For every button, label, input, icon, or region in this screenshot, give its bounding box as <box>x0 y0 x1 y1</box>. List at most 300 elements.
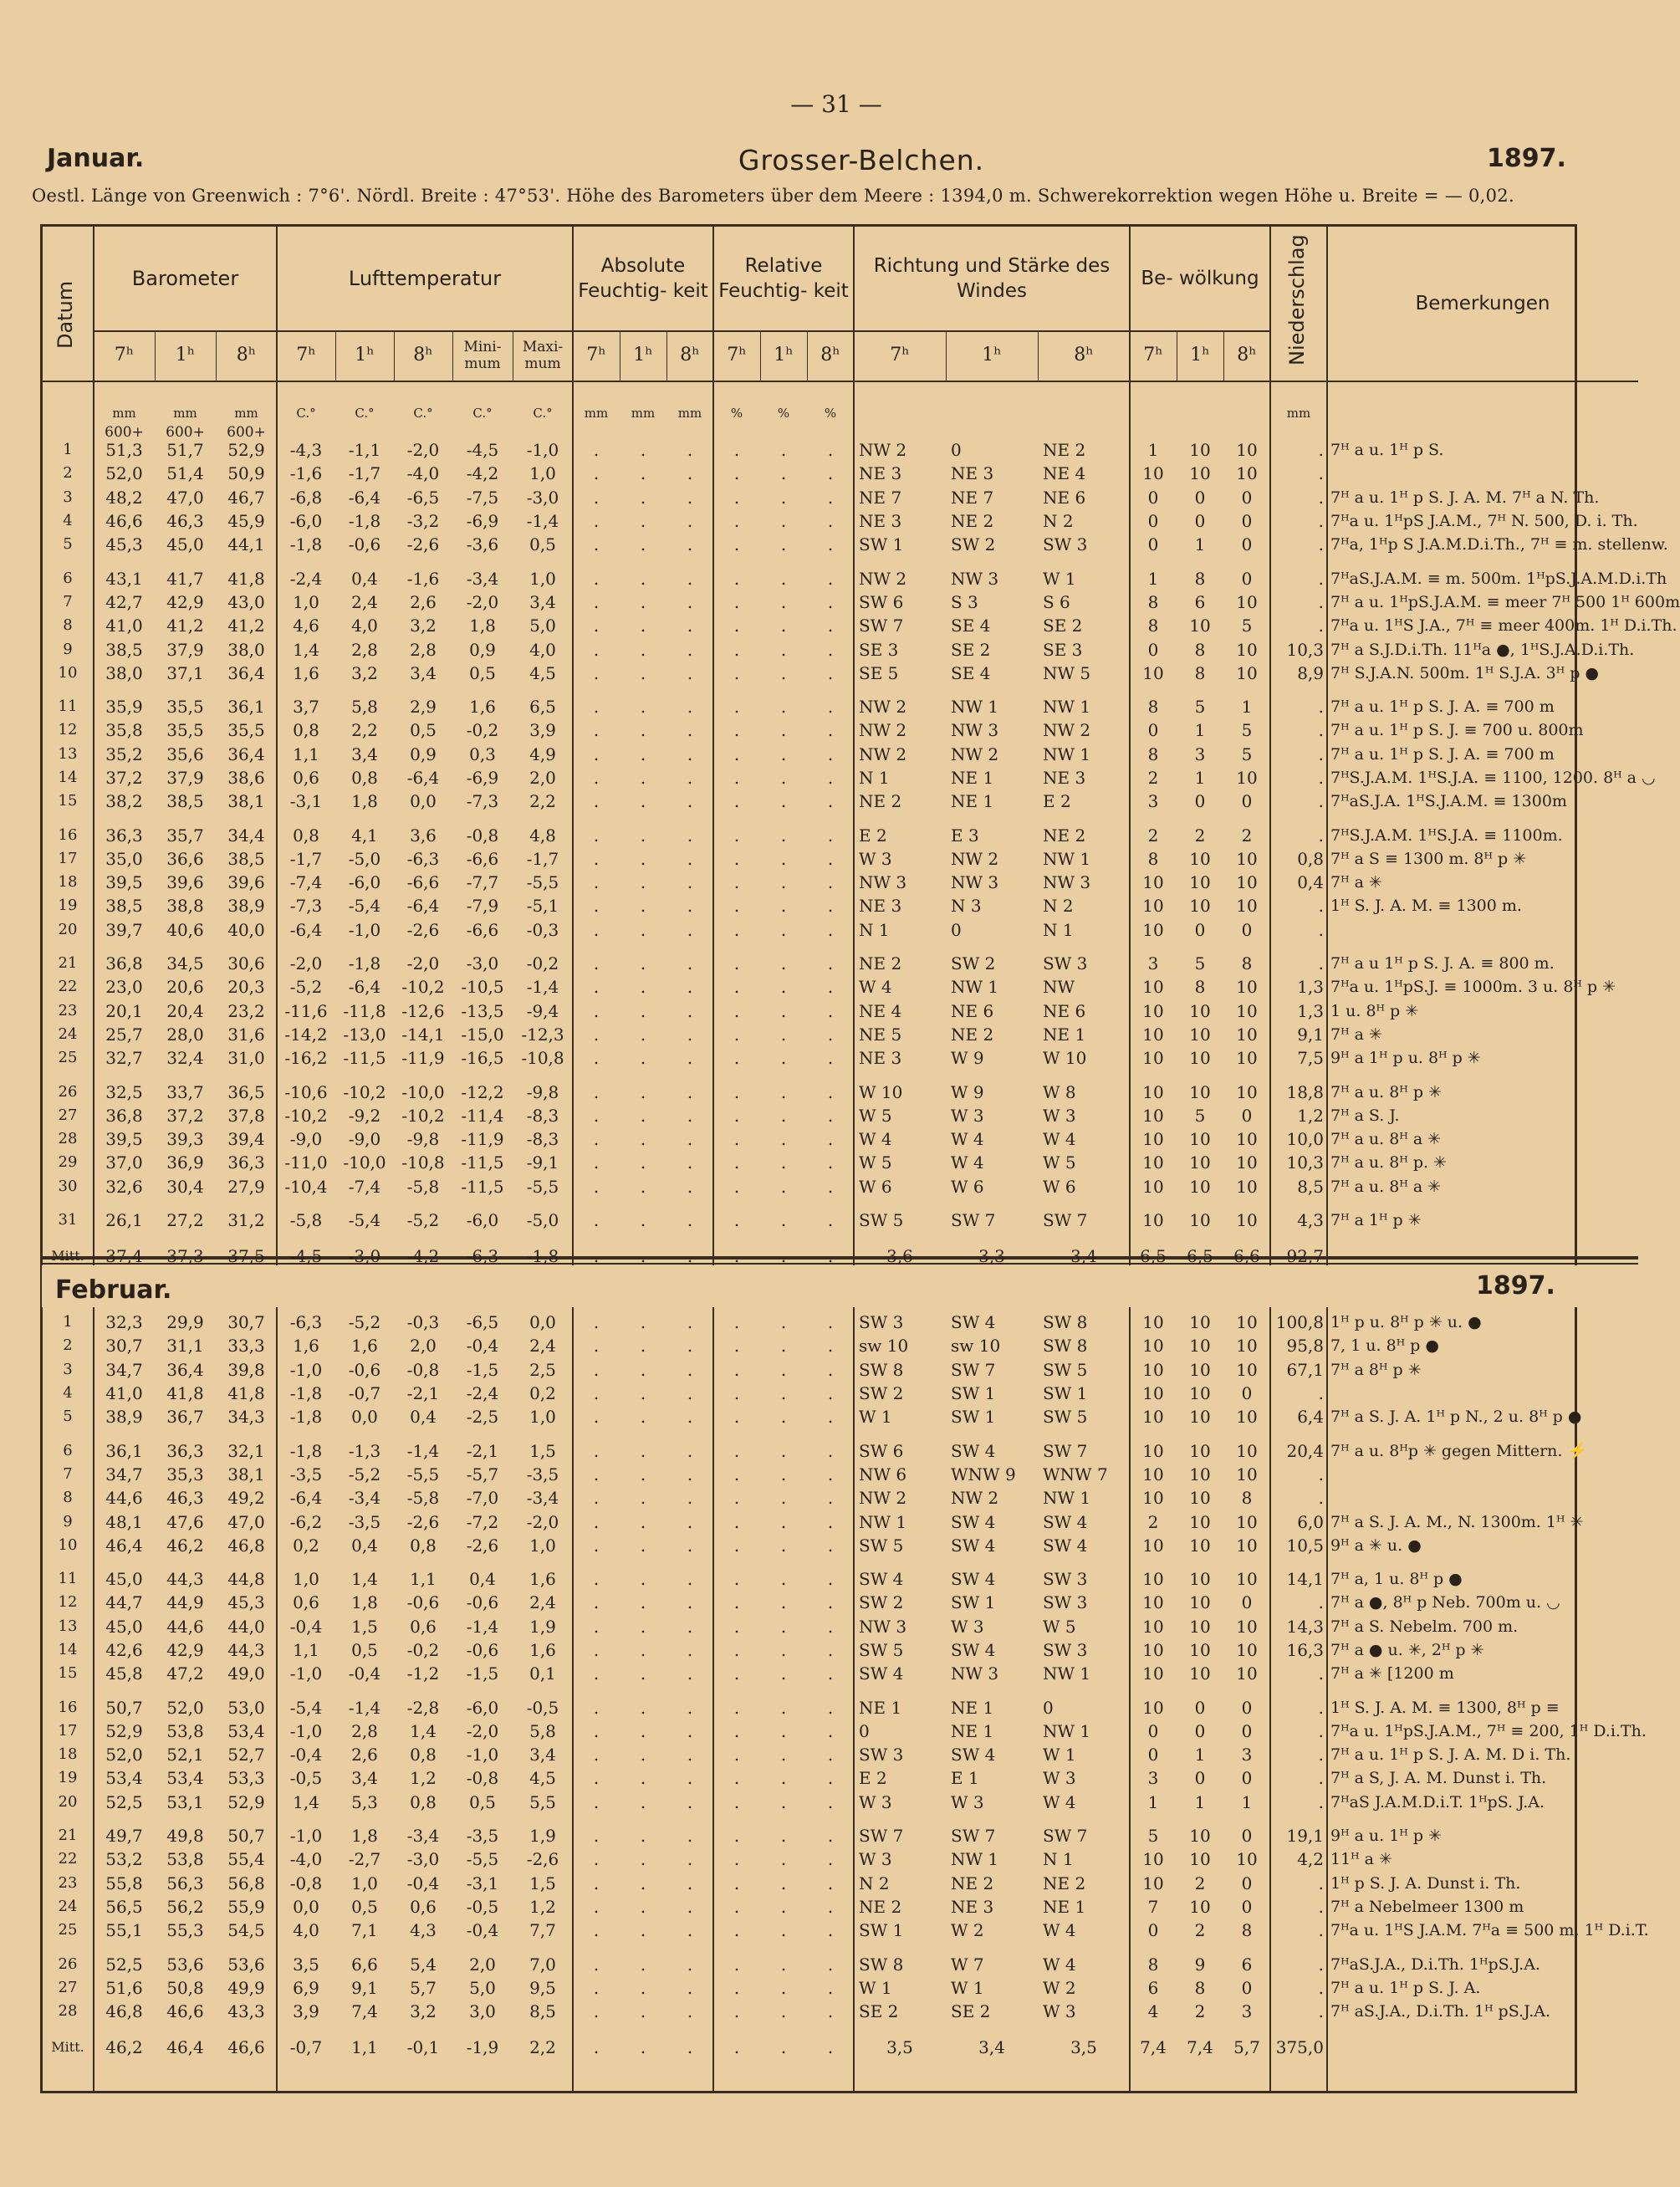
cell-16: SW 4 <box>951 1440 996 1461</box>
cell-5: -1,4 <box>348 1697 381 1718</box>
cell-8: -9,1 <box>526 1152 559 1173</box>
cell-14: . <box>827 1791 834 1812</box>
cell-1: 48,2 <box>105 487 143 508</box>
cell-22: 7ᴴa u. 1ᴴpS.J.A.M., 7ᴴ ≡ 200, 1ᴴ D.i.Th. <box>1330 1721 1647 1740</box>
cell-1: 46,6 <box>105 511 143 532</box>
cell-8: 4,0 <box>529 639 556 660</box>
cell-3: 53,6 <box>227 1954 265 1975</box>
cell-20: 3 <box>1241 2001 1253 2022</box>
mean-cell-22 <box>1327 2023 1638 2072</box>
cell-13: . <box>780 1592 787 1613</box>
mean-row <box>42 1232 1638 1280</box>
cell-22: 9ᴴ a u. 1ᴴ p ✳ <box>1330 1827 1442 1846</box>
cell-0: 12 <box>58 721 78 739</box>
cell-9: . <box>593 872 600 893</box>
cell-21: 1,2 <box>1297 1105 1324 1126</box>
cell-8: 5,5 <box>529 1791 556 1812</box>
cell-11: . <box>687 825 693 846</box>
cell-19: 0 <box>1194 791 1206 812</box>
cell-13: . <box>780 1024 787 1045</box>
cell-8: -2,6 <box>526 1849 559 1870</box>
cell-19: 10 <box>1189 1488 1211 1509</box>
header-sub-10: 1ʰ <box>633 345 653 365</box>
cell-16: NW 2 <box>951 743 999 764</box>
cell-15: SW 7 <box>859 616 904 636</box>
table-row <box>42 1662 1638 1685</box>
cell-0: 1 <box>63 1313 73 1331</box>
cell-16: SW 1 <box>951 1592 996 1613</box>
cell-20: 10 <box>1236 1535 1258 1556</box>
cell-5: 4,0 <box>351 616 378 636</box>
cell-14: . <box>827 1464 834 1484</box>
cell-22: 7ᴴ a S. Nebelm. 700 m. <box>1330 1617 1519 1636</box>
mean-cell-19: 6,5 <box>1187 1246 1213 1267</box>
cell-20: 10 <box>1236 1176 1258 1197</box>
cell-22 <box>1327 1486 1638 1510</box>
cell-1: 45,0 <box>105 1616 143 1637</box>
gap-cell <box>42 1814 1638 1824</box>
cell-22: 7ᴴ a u 1ᴴ p S. J. A. ≡ 800 m. <box>1330 954 1555 973</box>
cell-21: 10,3 <box>1286 1152 1324 1173</box>
cell-11: . <box>687 616 693 636</box>
cell-1: 35,9 <box>105 697 143 718</box>
cell-8: -8,3 <box>526 1105 559 1126</box>
cell-0: 14 <box>58 769 78 786</box>
cell-20: 0 <box>1241 1383 1253 1404</box>
cell-7: -0,6 <box>466 1592 499 1613</box>
cell-20: 1 <box>1241 1791 1253 1812</box>
cell-19: 10 <box>1189 1336 1211 1357</box>
cell-19: 10 <box>1189 1407 1211 1428</box>
cell-4: -1,0 <box>289 1663 323 1684</box>
cell-3: 55,4 <box>227 1849 265 1870</box>
cell-5: -1,8 <box>348 953 381 974</box>
cell-0: 8 <box>63 1489 73 1507</box>
cell-6: -5,5 <box>406 1464 440 1484</box>
cell-5: 4,1 <box>351 825 378 846</box>
cell-19: 10 <box>1189 1359 1211 1380</box>
cell-18: 8 <box>1147 591 1159 612</box>
cell-14: . <box>827 1920 834 1941</box>
table-row <box>42 614 1638 637</box>
cell-22: 7ᴴ a S.J.D.i.Th. 11ᴴa ●, 1ᴴS.J.A.D.i.Th. <box>1330 640 1635 659</box>
cell-6: -2,6 <box>406 534 440 555</box>
cell-14: . <box>827 1616 834 1637</box>
cell-22: 7ᴴ a u. 8ᴴ a ✳ <box>1330 1177 1442 1196</box>
cell-7: -1,4 <box>466 1616 499 1637</box>
cell-19: 10 <box>1189 1081 1211 1102</box>
unit-label: mm <box>1286 406 1311 421</box>
cell-5: 1,4 <box>351 1569 378 1590</box>
cell-2: 35,6 <box>166 743 204 764</box>
cell-21: 10,3 <box>1286 639 1324 660</box>
cell-13: . <box>780 697 787 718</box>
cell-16: NW 3 <box>951 720 999 741</box>
header-sub-11: 8ʰ <box>680 345 700 365</box>
cell-19: 10 <box>1189 1640 1211 1660</box>
cell-8: -1,0 <box>526 440 559 461</box>
cell-5: -5,2 <box>348 1464 381 1484</box>
cell-16: W 3 <box>951 1791 984 1812</box>
cell-17: SW 3 <box>1043 534 1088 555</box>
cell-7: -6,9 <box>466 511 499 532</box>
cell-20: 10 <box>1236 1640 1258 1660</box>
cell-7: -4,5 <box>466 440 499 461</box>
cell-17: W 4 <box>1043 1920 1076 1941</box>
cell-9: . <box>593 1081 600 1102</box>
cell-4: -10,4 <box>284 1176 328 1197</box>
cell-1: 55,1 <box>105 1920 143 1941</box>
cell-19: 10 <box>1189 1511 1211 1532</box>
cell-14: . <box>827 1105 834 1126</box>
cell-22: 7ᴴaS J.A.M.D.i.T. 1ᴴpS. J.A. <box>1330 1792 1545 1811</box>
cell-11: . <box>687 919 693 940</box>
cell-2: 36,9 <box>166 1152 204 1173</box>
cell-12: . <box>733 1129 740 1150</box>
cell-21: . <box>1318 1954 1324 1975</box>
cell-21: . <box>1318 1697 1324 1718</box>
cell-2: 35,5 <box>166 697 204 718</box>
cell-18: 10 <box>1142 1569 1164 1590</box>
cell-10: . <box>640 534 646 555</box>
table-row <box>42 1486 1638 1510</box>
cell-15: E 2 <box>859 1768 887 1789</box>
cell-18: 0 <box>1147 1720 1159 1741</box>
cell-14: . <box>827 511 834 532</box>
cell-13: . <box>780 977 787 998</box>
cell-5: 1,5 <box>351 1616 378 1637</box>
cell-2: 33,7 <box>166 1081 204 1102</box>
cell-2: 36,3 <box>166 1440 204 1461</box>
cell-2: 40,6 <box>166 919 204 940</box>
cell-14: . <box>827 1024 834 1045</box>
cell-7: -6,5 <box>466 1312 499 1333</box>
cell-19: 3 <box>1194 743 1206 764</box>
cell-9: . <box>593 639 600 660</box>
cell-7: 0,5 <box>469 662 496 683</box>
cell-12: . <box>733 848 740 869</box>
cell-16: NW 3 <box>951 1663 999 1684</box>
cell-21: . <box>1318 440 1324 461</box>
gap-cell <box>42 1942 1638 1952</box>
cell-4: -5,2 <box>289 977 323 998</box>
cell-22: 7ᴴaS.J.A. 1ᴴS.J.A.M. ≡ 1300m <box>1330 792 1567 811</box>
cell-11: . <box>687 440 693 461</box>
cell-19: 0 <box>1194 511 1206 532</box>
cell-2: 39,6 <box>166 872 204 893</box>
cell-6: -6,4 <box>406 768 440 788</box>
cell-8: 8,5 <box>529 2001 556 2022</box>
cell-5: 6,6 <box>351 1954 378 1975</box>
cell-12: . <box>733 1024 740 1045</box>
cell-21: 10,5 <box>1286 1535 1324 1556</box>
cell-11: . <box>687 1129 693 1150</box>
cell-4: -6,4 <box>289 1488 323 1509</box>
row-gap <box>42 556 1638 566</box>
cell-20: 10 <box>1236 1048 1258 1069</box>
cell-11: . <box>687 1849 693 1870</box>
cell-8: 0,5 <box>529 534 556 555</box>
cell-17: NW 5 <box>1043 662 1091 683</box>
cell-14: . <box>827 919 834 940</box>
cell-13: . <box>780 1488 787 1509</box>
cell-20: 10 <box>1236 1152 1258 1173</box>
cell-9: . <box>593 1954 600 1975</box>
cell-11: . <box>687 1407 693 1428</box>
cell-9: . <box>593 1176 600 1197</box>
cell-14: . <box>827 1488 834 1509</box>
cell-3: 50,9 <box>227 463 265 484</box>
cell-10: . <box>640 768 646 788</box>
cell-5: -11,8 <box>343 1000 386 1021</box>
cell-11: . <box>687 977 693 998</box>
cell-14: . <box>827 720 834 741</box>
cell-7: -7,9 <box>466 896 499 917</box>
cell-7: -2,0 <box>466 1720 499 1741</box>
cell-9: . <box>593 616 600 636</box>
cell-5: -5,4 <box>348 1210 381 1231</box>
cell-0: 28 <box>58 1130 78 1148</box>
cell-11: . <box>687 662 693 683</box>
cell-13: . <box>780 1464 787 1484</box>
cell-12: . <box>733 1511 740 1532</box>
cell-6: -2,0 <box>406 440 440 461</box>
cell-0: 24 <box>58 1897 78 1915</box>
cell-2: 56,2 <box>166 1896 204 1917</box>
header-sub-5: 1ʰ <box>355 345 375 365</box>
cell-15: SW 2 <box>859 1592 904 1613</box>
cell-22: 7ᴴ a S ≡ 1300 m. 8ᴴ p ✳ <box>1330 849 1527 868</box>
cell-3: 39,6 <box>227 872 265 893</box>
cell-12: . <box>733 1464 740 1484</box>
mean-cell-20: 5,7 <box>1233 2037 1260 2058</box>
cell-2: 44,6 <box>166 1616 204 1637</box>
cell-1: 52,0 <box>105 1745 143 1765</box>
cell-9: . <box>593 1640 600 1660</box>
cell-19: 10 <box>1189 896 1211 917</box>
cell-12: . <box>733 591 740 612</box>
cell-0: 9 <box>63 1512 73 1530</box>
cell-22: 7ᴴ a S, J. A. M. Dunst i. Th. <box>1330 1769 1547 1788</box>
cell-12: . <box>733 1873 740 1893</box>
unit-label: C.° <box>533 406 553 421</box>
cell-8: -3,5 <box>526 1464 559 1484</box>
cell-1: 52,5 <box>105 1791 143 1812</box>
cell-12: . <box>733 1720 740 1741</box>
gap-cell <box>42 1557 1638 1567</box>
cell-3: 36,4 <box>227 662 265 683</box>
cell-16: W 9 <box>951 1048 984 1069</box>
cell-15: SW 7 <box>859 1826 904 1847</box>
table-row <box>42 1175 1638 1198</box>
table-row <box>42 1847 1638 1871</box>
cell-9: . <box>593 825 600 846</box>
cell-1: 37,2 <box>105 768 143 788</box>
cell-8: 9,5 <box>529 1977 556 1998</box>
cell-10: . <box>640 1152 646 1173</box>
cell-19: 10 <box>1189 1312 1211 1333</box>
cell-22 <box>1327 918 1638 942</box>
cell-14: . <box>827 1511 834 1532</box>
cell-12: . <box>733 616 740 636</box>
cell-6: 0,6 <box>410 1896 437 1917</box>
cell-15: NW 3 <box>859 872 907 893</box>
cell-12: . <box>733 1826 740 1847</box>
cell-14: . <box>827 463 834 484</box>
unit-label: mm <box>631 406 656 421</box>
cell-22: 7ᴴ a ●, 8ᴴ p Neb. 700m u. ◡ <box>1330 1593 1560 1612</box>
table-row <box>42 823 1638 846</box>
cell-15: NW 2 <box>859 697 907 718</box>
cell-4: 1,0 <box>293 1569 319 1590</box>
cell-17: N 2 <box>1043 896 1074 917</box>
cell-6: 2,9 <box>410 697 437 718</box>
cell-10: . <box>640 697 646 718</box>
cell-16: NW 2 <box>951 1488 999 1509</box>
cell-0: 29 <box>58 1153 78 1172</box>
cell-6: -2,1 <box>406 1383 440 1404</box>
cell-10: . <box>640 1849 646 1870</box>
cell-3: 56,8 <box>227 1873 265 1893</box>
cell-6: 2,8 <box>410 639 437 660</box>
cell-19: 1 <box>1194 768 1206 788</box>
cell-6: -1,4 <box>406 1440 440 1461</box>
cell-15: SW 2 <box>859 1383 904 1404</box>
cell-13: . <box>780 1535 787 1556</box>
cell-10: . <box>640 616 646 636</box>
cell-1: 45,8 <box>105 1663 143 1684</box>
cell-6: 2,6 <box>410 591 437 612</box>
cell-16: 0 <box>951 440 962 461</box>
cell-2: 53,4 <box>166 1768 204 1789</box>
cell-15: NW 6 <box>859 1464 907 1484</box>
cell-20: 10 <box>1236 1210 1258 1231</box>
cell-18: 3 <box>1147 953 1159 974</box>
cell-19: 0 <box>1194 1720 1206 1741</box>
cell-0: 24 <box>58 1025 78 1043</box>
cell-7: -7,0 <box>466 1488 499 1509</box>
cell-14: . <box>827 697 834 718</box>
cell-22: 7ᴴ a u. 8ᴴ p ✳ <box>1330 1082 1442 1101</box>
cell-13: . <box>780 1105 787 1126</box>
cell-0: 1 <box>63 441 73 459</box>
cell-12: . <box>733 720 740 741</box>
cell-8: 7,7 <box>529 1920 556 1941</box>
cell-15: W 5 <box>859 1105 892 1126</box>
table-row <box>42 1638 1638 1662</box>
cell-8: 5,8 <box>529 1720 556 1741</box>
cell-12: . <box>733 1535 740 1556</box>
cell-8: 2,5 <box>529 1359 556 1380</box>
cell-0: 3 <box>63 1360 73 1378</box>
cell-18: 10 <box>1142 1336 1164 1357</box>
cell-0: 6 <box>63 569 73 587</box>
cell-10: . <box>640 1440 646 1461</box>
cell-0: 19 <box>58 1769 78 1787</box>
row-gap <box>42 685 1638 695</box>
header-sub-16: 1ʰ <box>982 345 1002 365</box>
cell-2: 44,3 <box>166 1569 204 1590</box>
cell-22: 7ᴴ aS.J.A., D.i.Th. 1ᴴ pS.J.A. <box>1330 2002 1551 2021</box>
cell-11: . <box>687 487 693 508</box>
cell-7: -2,0 <box>466 591 499 612</box>
cell-4: -7,3 <box>289 896 323 917</box>
cell-0: 21 <box>58 954 78 973</box>
cell-4: -0,8 <box>289 1873 323 1893</box>
header-sub-15: 7ʰ <box>890 345 910 365</box>
cell-9: . <box>593 1488 600 1509</box>
cell-7: -11,5 <box>461 1152 504 1173</box>
cell-14: . <box>827 1768 834 1789</box>
cell-18: 10 <box>1142 1592 1164 1613</box>
cell-10: . <box>640 1873 646 1893</box>
cell-5: 7,1 <box>351 1920 378 1941</box>
cell-9: . <box>593 1616 600 1637</box>
table-row <box>42 1919 1638 1942</box>
cell-8: -5,0 <box>526 1210 559 1231</box>
cell-6: -3,0 <box>406 1849 440 1870</box>
cell-20: 10 <box>1236 1407 1258 1428</box>
cell-7: 0,3 <box>469 743 496 764</box>
cell-14: . <box>827 568 834 589</box>
year-february: 1897. <box>1476 1271 1555 1300</box>
table-row <box>42 1534 1638 1557</box>
cell-4: -6,3 <box>289 1312 323 1333</box>
cell-21: . <box>1318 511 1324 532</box>
cell-21: 20,4 <box>1286 1440 1324 1461</box>
cell-11: . <box>687 1105 693 1126</box>
cell-12: . <box>733 534 740 555</box>
cell-11: . <box>687 1336 693 1357</box>
cell-8: 1,0 <box>529 568 556 589</box>
cell-14: . <box>827 872 834 893</box>
cell-8: 3,9 <box>529 720 556 741</box>
cell-18: 10 <box>1142 872 1164 893</box>
cell-2: 34,5 <box>166 953 204 974</box>
cell-6: -3,4 <box>406 1826 440 1847</box>
cell-8: -8,3 <box>526 1129 559 1150</box>
cell-14: . <box>827 1440 834 1461</box>
cell-13: . <box>780 1383 787 1404</box>
cell-3: 36,3 <box>227 1152 265 1173</box>
cell-0: 18 <box>58 1745 78 1764</box>
cell-8: 1,5 <box>529 1440 556 1461</box>
cell-0: 22 <box>58 978 78 996</box>
cell-7: -2,5 <box>466 1407 499 1428</box>
cell-15: SW 1 <box>859 534 904 555</box>
cell-13: . <box>780 487 787 508</box>
cell-15: NW 1 <box>859 1511 907 1532</box>
cell-3: 31,2 <box>227 1210 265 1231</box>
cell-6: 0,5 <box>410 720 437 741</box>
mean-cell-6: -4,2 <box>406 1246 440 1267</box>
cell-3: 38,6 <box>227 768 265 788</box>
table-row <box>42 1766 1638 1790</box>
cell-4: 0,6 <box>293 768 319 788</box>
cell-18: 8 <box>1147 1954 1159 1975</box>
cell-10: . <box>640 487 646 508</box>
cell-4: -1,8 <box>289 1383 323 1404</box>
cell-1: 25,7 <box>105 1024 143 1045</box>
cell-16: W 3 <box>951 1616 984 1637</box>
station-title: Grosser-Belchen. <box>738 144 985 176</box>
table-row <box>42 1382 1638 1405</box>
cell-5: 9,1 <box>351 1977 378 1998</box>
cell-2: 47,0 <box>166 487 204 508</box>
cell-12: . <box>733 511 740 532</box>
cell-10: . <box>640 639 646 660</box>
cell-10: . <box>640 743 646 764</box>
